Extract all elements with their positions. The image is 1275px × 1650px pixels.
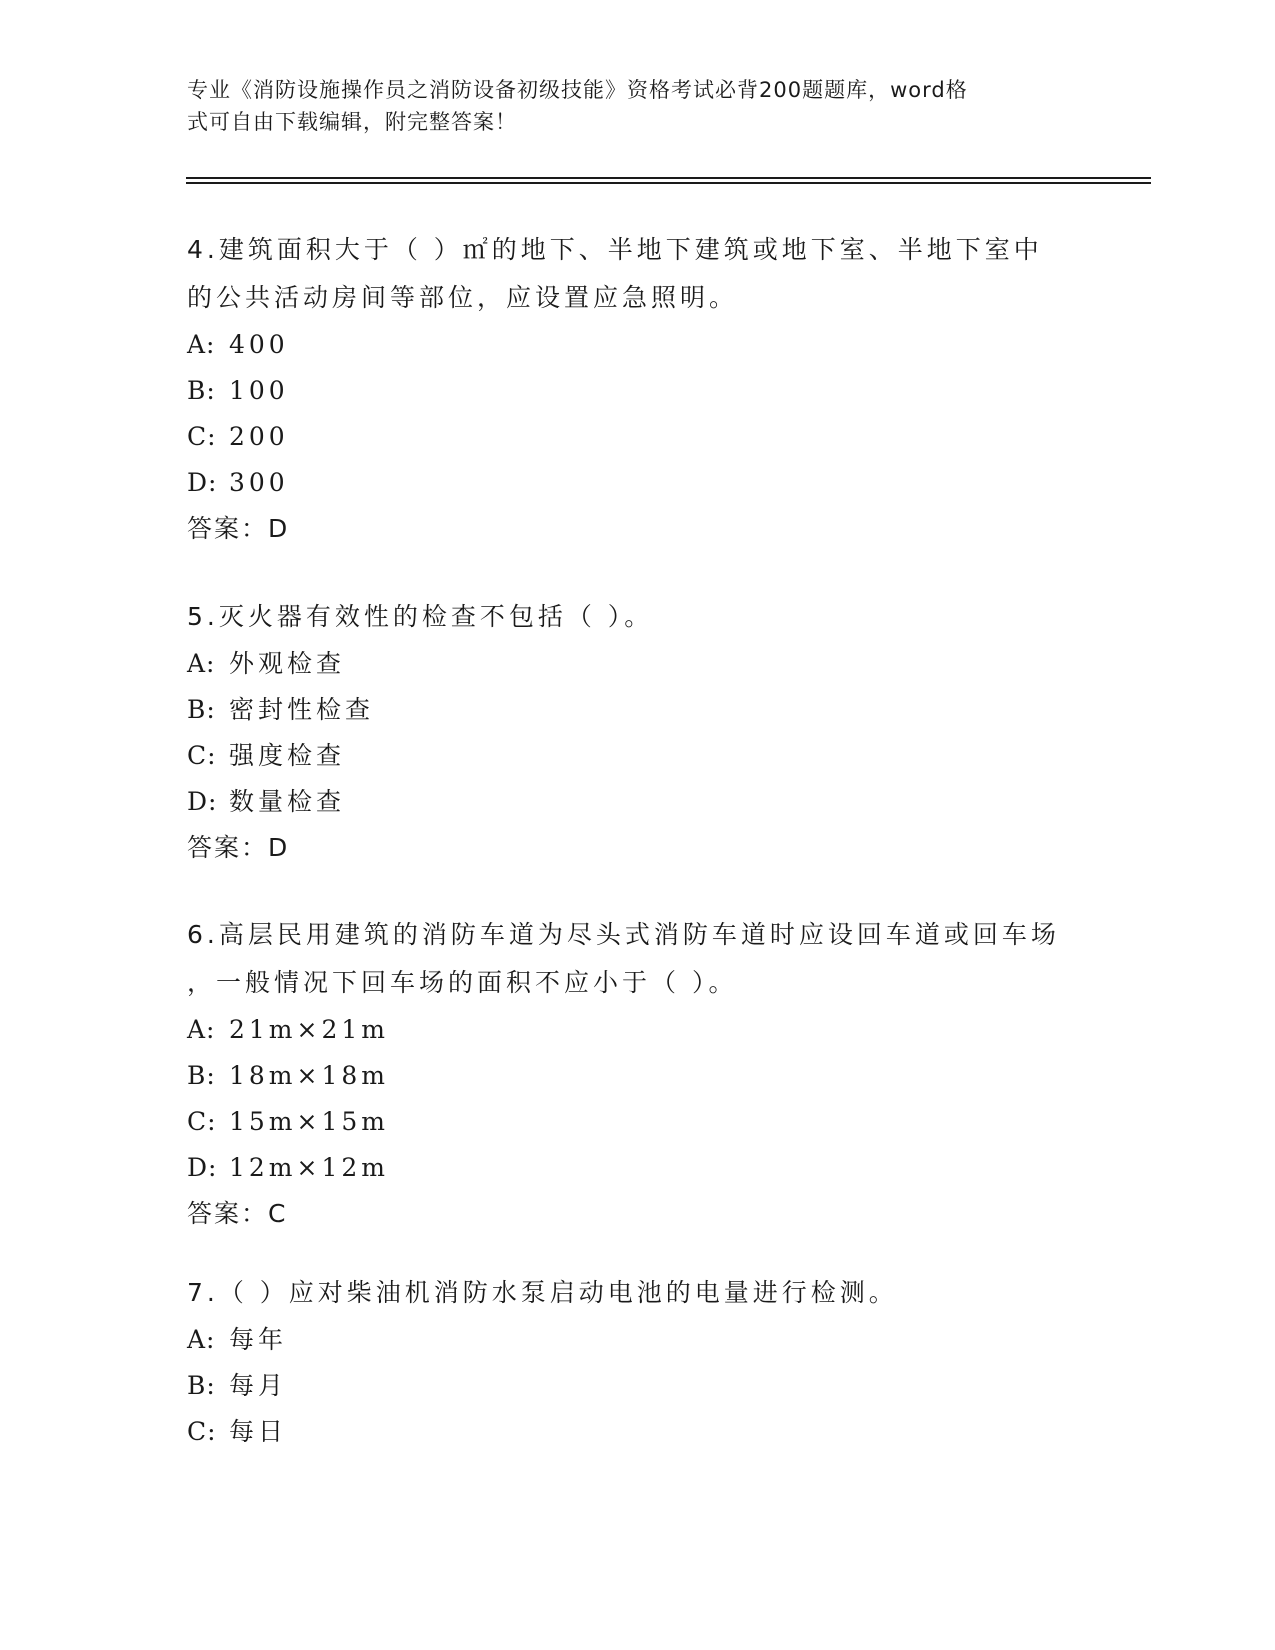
question-7	[187, 1269, 1087, 1455]
option-letter: B:	[187, 1061, 216, 1090]
option-letter: A:	[187, 330, 216, 359]
option-b	[187, 1363, 1087, 1409]
option-text: 密封性检查	[229, 695, 375, 724]
option-a	[187, 1317, 1087, 1363]
option-a	[187, 641, 1087, 687]
option-letter: C:	[187, 1417, 217, 1446]
option-text: 300	[229, 468, 289, 497]
option-letter: B:	[187, 376, 216, 405]
option-c	[187, 414, 1087, 460]
option-letter: A:	[187, 1015, 216, 1044]
option-letter: D:	[187, 468, 218, 497]
option-text: 每年	[229, 1325, 288, 1354]
question-stem-line: 5.灭火器有效性的检查不包括（ ）。	[187, 602, 654, 631]
option-text: 12m×12m	[229, 1153, 389, 1182]
option-letter: B:	[187, 695, 216, 724]
header-line-1: 专业《消防设施操作员之消防设备初级技能》资格考试必背200题题库，word格	[187, 78, 968, 102]
option-d	[187, 460, 1087, 506]
option-letter: C:	[187, 422, 217, 451]
option-letter: D:	[187, 1153, 218, 1182]
option-b	[187, 687, 1087, 733]
option-c	[187, 1099, 1087, 1145]
option-text: 200	[229, 422, 289, 451]
option-text: 21m×21m	[229, 1015, 389, 1044]
option-d	[187, 779, 1087, 825]
option-text: 15m×15m	[229, 1107, 389, 1136]
answer-line: 答案：C	[187, 1199, 288, 1228]
question-4	[187, 226, 1087, 552]
option-a	[187, 322, 1087, 368]
option-a	[187, 1007, 1087, 1053]
option-letter: A:	[187, 649, 216, 678]
question-stem-line: 的公共活动房间等部位，应设置应急照明。	[187, 283, 739, 312]
option-text: 数量检查	[229, 787, 346, 816]
answer-line: 答案：D	[187, 833, 290, 862]
question-stem-line: ，一般情况下回车场的面积不应小于（ ）。	[187, 968, 738, 997]
option-letter: B:	[187, 1371, 216, 1400]
option-c	[187, 1409, 1087, 1455]
header-line-2: 式可自由下载编辑，附完整答案！	[187, 110, 517, 134]
question-5	[187, 593, 1087, 871]
option-letter: C:	[187, 1107, 217, 1136]
option-b	[187, 368, 1087, 414]
question-6	[187, 911, 1087, 1237]
option-text: 18m×18m	[229, 1061, 389, 1090]
option-text: 每月	[229, 1371, 288, 1400]
option-c	[187, 733, 1087, 779]
option-text: 100	[229, 376, 289, 405]
option-text: 强度检查	[229, 741, 346, 770]
question-stem-line: 6.高层民用建筑的消防车道为尽头式消防车道时应设回车道或回车场	[187, 920, 1060, 949]
header-divider-top	[186, 177, 1151, 179]
option-text: 外观检查	[229, 649, 346, 678]
question-stem-line: 4.建筑面积大于（ ）㎡的地下、半地下建筑或地下室、半地下室中	[187, 235, 1043, 264]
answer-line: 答案：D	[187, 514, 290, 543]
document-header	[187, 74, 1077, 138]
option-letter: D:	[187, 787, 218, 816]
header-divider-bottom	[186, 182, 1151, 184]
question-stem-line: 7.（ ）应对柴油机消防水泵启动电池的电量进行检测。	[187, 1278, 898, 1307]
option-b	[187, 1053, 1087, 1099]
option-letter: A:	[187, 1325, 216, 1354]
option-d	[187, 1145, 1087, 1191]
option-letter: C:	[187, 741, 217, 770]
option-text: 每日	[229, 1417, 288, 1446]
option-text: 400	[229, 330, 289, 359]
